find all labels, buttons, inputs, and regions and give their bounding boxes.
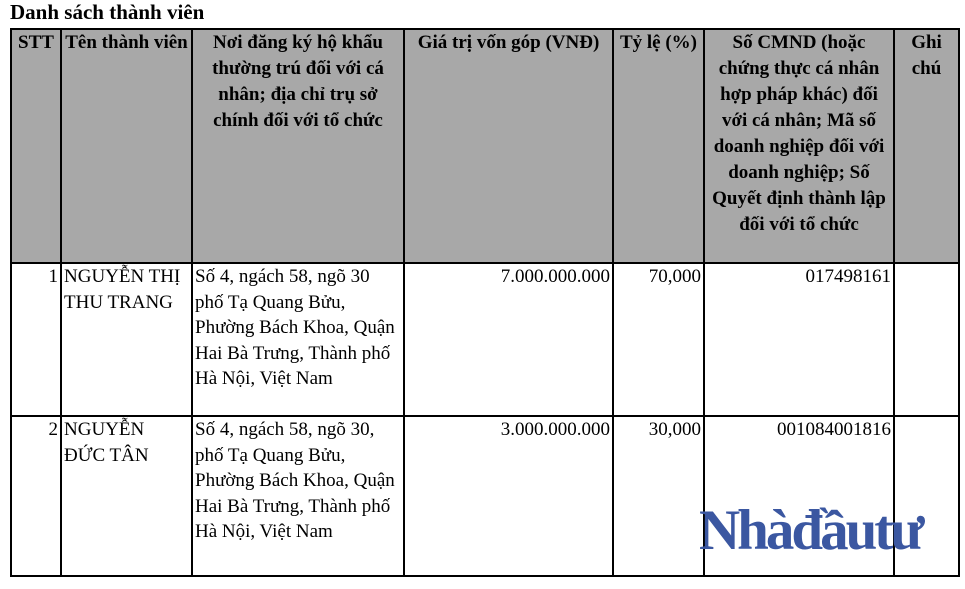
cell-ratio: 70,000 [613,263,704,416]
cell-stt: 2 [11,416,61,576]
cell-address: Số 4, ngách 58, ngõ 30 phố Tạ Quang Bửu, Phường Bách Khoa, Quận Hai Bà Trưng, Thành phố Hà Nội, Việt Nam [192,263,404,416]
cell-capital: 7.000.000.000 [404,263,613,416]
cell-note [894,416,959,576]
cell-ratio: 30,000 [613,416,704,576]
cell-capital: 3.000.000.000 [404,416,613,576]
table-row [11,263,959,416]
cell-address: Số 4, ngách 58, ngõ 30, phố Tạ Quang Bửu, Phường Bách Khoa, Quận Hai Bà Trưng, Thành phố Hà Nội, Việt Nam [192,416,404,576]
cell-id-number: 017498161 [704,263,894,416]
cell-stt: 1 [11,263,61,416]
cell-note [894,263,959,416]
cell-name: NGUYỄN THỊ THU TRANG [61,263,192,416]
header-capital: Giá trị vốn góp (VNĐ) [404,29,613,263]
page-title: Danh sách thành viên [10,0,205,24]
header-note: Ghi chú [894,29,959,263]
table-header-row [11,29,959,263]
cell-id-number: 001084001816 [704,416,894,576]
members-table [10,28,960,577]
header-id: Số CMND (hoặc chứng thực cá nhân hợp pháp khác) đối với cá nhân; Mã số doanh nghiệp đối với doanh nghiệp; Số Quyết định thành lập đối với tổ chức [704,29,894,263]
nhadautu-watermark-logo: Nhàđầutư [699,499,922,562]
cell-name: NGUYỄN ĐỨC TÂN [61,416,192,576]
header-ratio: Tỷ lệ (%) [613,29,704,263]
header-address: Nơi đăng ký hộ khẩu thường trú đối với cá nhân; địa chỉ trụ sở chính đối với tổ chức [192,29,404,263]
header-name: Tên thành viên [61,29,192,263]
table-row [11,416,959,576]
header-stt: STT [11,29,61,263]
